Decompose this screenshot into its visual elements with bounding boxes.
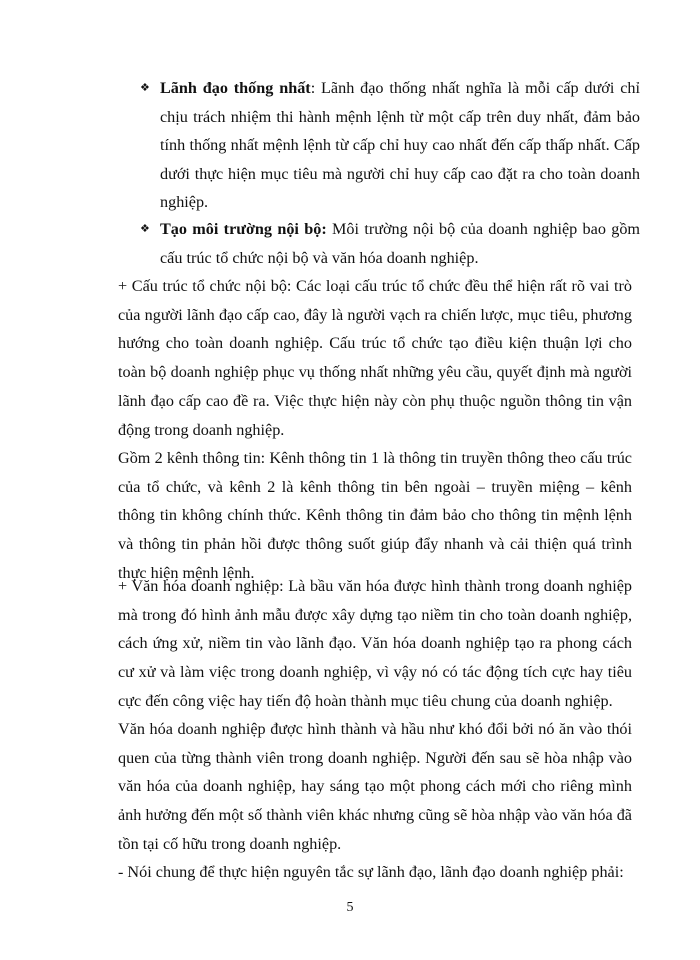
diamond-bullet-icon: ❖: [140, 82, 150, 94]
paragraph-kenh-thong-tin: Gồm 2 kênh thông tin: Kênh thông tin 1 là thông tin truyền thông theo cấu trúc của tổ chức, và kênh 2 là kênh thông tin bên ngoài – truyền miệng – kênh thông tin không chính thức. Kênh thông tin đảm bảo cho thông tin mệnh lệnh và thông tin phản hồi được thông suốt giúp đẩy nhanh và cải thiện quá trình thực hiện mệnh lệnh.: [118, 449, 632, 582]
bullet-body: : Lãnh đạo thống nhất nghĩa là mỗi cấp dưới chỉ chịu trách nhiệm thi hành mệnh lệnh từ một cấp trên duy nhất, đảm bảo tính thống nhất mệnh lệnh từ cấp chỉ huy cao nhất đến cấp thấp nhất. Cấp dưới thực hiện mục tiêu mà người chỉ huy cấp cao đặt ra cho toàn doanh nghiệp.: [160, 79, 640, 212]
bullet-title: Tạo môi trường nội bộ:: [160, 220, 327, 238]
bullet-title: Lãnh đạo thống nhất: [160, 79, 311, 97]
paragraph-cau-truc-to-chuc: + Cấu trúc tổ chức nội bộ: Các loại cấu trúc tổ chức đều thể hiện rất rõ vai trò của người lãnh đạo cấp cao, đây là người vạch ra chiến lược, mục tiêu, phương hướng cho toàn doanh nghiệp. Cấu trúc tổ chức tạo điều kiện thuận lợi cho toàn bộ doanh nghiệp phục vụ thống nhất những yêu cầu, quyết định mà người lãnh đạo cấp cao đề ra. Việc thực hiện này còn phụ thuộc nguồn thông tin vận động trong doanh nghiệp.: [118, 277, 632, 439]
paragraph-van-hoa-doanh-nghiep: + Văn hóa doanh nghiệp: Là bầu văn hóa được hình thành trong doanh nghiệp mà trong đó hình ảnh mẫu được xây dựng tạo niềm tin cho toàn doanh nghiệp, cách ứng xử, niềm tin vào lãnh đạo. Văn hóa doanh nghiệp tạo ra phong cách cư xử và làm việc trong doanh nghiệp, vì vậy nó có tác động tích cực hay tiêu cực đến công việc hay tiến độ hoàn thành mục tiêu chung của doanh nghiệp.: [118, 577, 632, 710]
paragraph-noi-chung: - Nói chung để thực hiện nguyên tắc sự lãnh đạo, lãnh đạo doanh nghiệp phải:: [118, 863, 624, 881]
bullet-item-lanh-dao-thong-nhat: [140, 74, 640, 217]
bullet-item-moi-truong-noi-bo: [140, 215, 640, 272]
diamond-bullet-icon: ❖: [140, 223, 150, 235]
paragraph-van-hoa-hinh-thanh: Văn hóa doanh nghiệp được hình thành và hầu như khó đổi bởi nó ăn vào thói quen của từng thành viên trong doanh nghiệp. Người đến sau sẽ hòa nhập vào văn hóa của doanh nghiệp, hay sáng tạo một phong cách mới cho riêng mình ảnh hưởng đến một số thành viên khác nhưng cũng sẽ hòa nhập vào văn hóa đã tồn tại cố hữu trong doanh nghiệp.: [118, 720, 632, 853]
bullet-body: Môi trường nội bộ của doanh nghiệp bao gồm cấu trúc tổ chức nội bộ và văn hóa doanh nghiệp.: [160, 220, 641, 267]
page-number: 5: [346, 900, 354, 915]
